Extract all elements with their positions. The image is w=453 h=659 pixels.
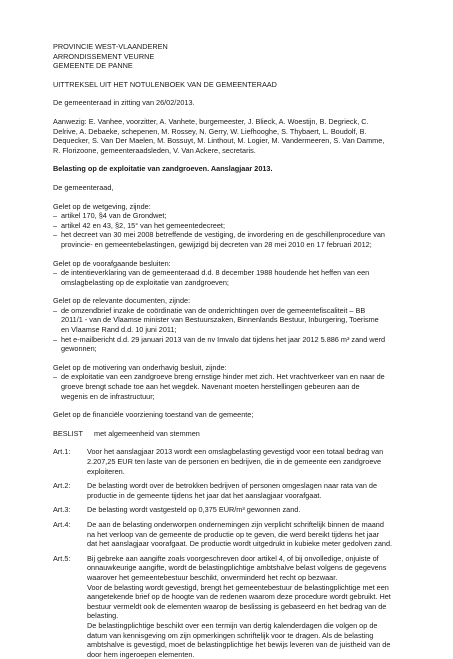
section-heading: Gelet op de voorafgaande besluiten: [53,258,171,268]
subject-heading: Belasting op de exploitatie van zandgroeven. Aanslagjaar 2013. [53,164,273,174]
section-heading: Gelet op de motivering van onderhavig besluit, zijnde: [53,362,227,372]
bullet-continuation: en Vlaamse Rand d.d. 10 juni 2011; [61,325,177,335]
legislation-section [53,202,423,250]
article-1: Art.1: Voor het aanslagjaar 2013 wordt een omslagbelasting gevestigd voor een totaal bedrag van 2.207,25 EUR ten laste van de personen en bedrijven, die in de gemeente een zandgroeve exploiteren. [53,447,384,476]
article-number: Art.5: [53,553,71,563]
bullet-item: – het e-mailbericht d.d. 29 januari 2013 van de nv Imvalo dat tijdens het jaar 2012 5.886 m³ zand werd [53,334,386,344]
bullet-item: – het decreet van 30 mei 2008 betreffende de vestiging, de invordering en de geschillenprocedure van [53,230,385,240]
documents-section [53,296,423,354]
attendance-line: Delrive, A. Debaeke, schepenen, M. Rossey, N. Gerry, W. Liefhooghe, S. Thybaert, L. Boudolf, B. [53,126,367,136]
section-heading: Gelet op de wetgeving, zijnde: [53,201,151,211]
decision-text: met algemeenheid van stemmen [94,428,200,438]
header-block [53,42,423,71]
article-number: Art.1: [53,447,71,457]
article-number: Art.3: [53,505,71,515]
decision-line [53,429,423,439]
article-3: Art.3: De belasting wordt vastgesteld op 0,375 EUR/m³ gewonnen zand. [53,505,301,515]
bullet-item: – de omzendbrief inzake de coördinatie van de onderrichtingen over de gemeentefiscaliteit – BB [53,305,366,315]
opening-line: De gemeenteraad, [53,182,114,192]
header-province: PROVINCIE WEST-VLAANDEREN [53,42,168,51]
attendance-line: R. Florizoone, gemeenteraadsleden, V. Van Ackere, secretaris. [53,145,256,155]
header-municipality: GEMEENTE DE PANNE [53,61,133,71]
attendance-block [53,117,423,155]
article-5: Art.5: Bij gebreke aan aangifte zoals voorgeschreven door artikel 4, of bij onvolledige, onjuiste of onnauwkeurige aangifte, wordt de belastingplichtige ambtshalve belast volgens de gegevens waarover het gemeentebestuur beschikt, onverminderd het recht op bezwaar. Voor de belasting wordt gevestigd, brengt het gemeentebestuur de belastingplichtige met een aangetekende brief op de hoogte van de redenen waarom deze procedure wordt gebruikt. Het bestuur vermeldt ook de elementen waarop de beslissing is gebaseerd en het bedrag van de belasting. De belastingplichtige beschikt over een termijn van dertig kalenderdagen die volgen op de datum van kennisgeving om zijn opmerkingen schriftelijk voor te dragen. Als de belasting ambtshalve is gevestigd, moet de belastingplichtige het bewijs leveren van de juistheid van de door hem ingeroepen elementen. [53,553,391,659]
bullet-item: – de exploitatie van een zandgroeve breng ernstige hinder met zich. Het vrachtverkeer van en naar de [53,372,385,382]
bullet-item: – artikel 42 en 43, §2, 15° van het gemeentedecreet; [53,220,225,230]
bullet-continuation: gewonnen; [61,344,97,354]
bullet-continuation: 2011/1 - van de Vlaamse minister van Bestuurszaken, Binnenlands Bestuur, Inburgering, Toerisme [61,315,379,325]
article-2: Art.2: De belasting wordt over de betrokken bedrijven of personen omgeslagen naar rata van de productie in de gemeente tijdens het jaar dat het aanslagjaar voorafgaat. [53,481,378,500]
article-4: Art.4: De aan de belasting onderworpen ondernemingen zijn verplicht schriftelijk binnen de maand na het verloop van de gemeente de productie op te geven, die werd bereikt tijdens het jaar dat het aanslagjaar voorafgaat. De productie wordt uitgedrukt in kubieke meter gedolven zand. [53,519,393,549]
motivation-section [53,363,423,401]
attendance-line: Dequecker, S. Van Der Maelen, M. Bossuyt, M. Linthout, M. Logier, M. Vandermeeren, S. Van Damme, [53,136,385,146]
bullet-item: – de intentieverklaring van de gemeenteraad d.d. 8 december 1988 houdende het heffen van een [53,268,370,278]
financial-line: Gelet op de financiële voorziening toestand van de gemeente; [53,410,254,420]
article-number: Art.4: [53,519,71,529]
session-line: De gemeenteraad in zitting van 26/02/2013. [53,98,195,108]
bullet-continuation: provincie- en gemeentebelastingen, gewijzigd bij decreten van 28 mei 2010 en 17 februari 2012; [61,239,372,249]
section-heading: Gelet op de relevante documenten, zijnde: [53,296,191,306]
prior-decisions-section [53,259,423,288]
document-title: UITTREKSEL UIT HET NOTULENBOEK VAN DE GEMEENTERAAD [53,79,277,89]
attendance-line: Aanwezig: E. Vanhee, voorzitter, A. Vanhete, burgemeester, J. Blieck, A. Woestijn, B. Degrieck, C. [53,116,369,126]
bullet-item: – artikel 170, §4 van de Grondwet; [53,211,167,221]
bullet-continuation: wegenis en de infrastructuur; [61,391,155,401]
decision-label: BESLIST [53,428,84,438]
bullet-continuation: omslagbelasting op de exploitatie van zandgroeven; [61,277,229,287]
article-number: Art.2: [53,481,71,491]
bullet-continuation: groeve brengt schade toe aan het wegdek. Navenant moeten herstellingen gebeuren aan de [61,382,360,392]
header-district: ARRONDISSEMENT VEURNE [53,51,155,61]
